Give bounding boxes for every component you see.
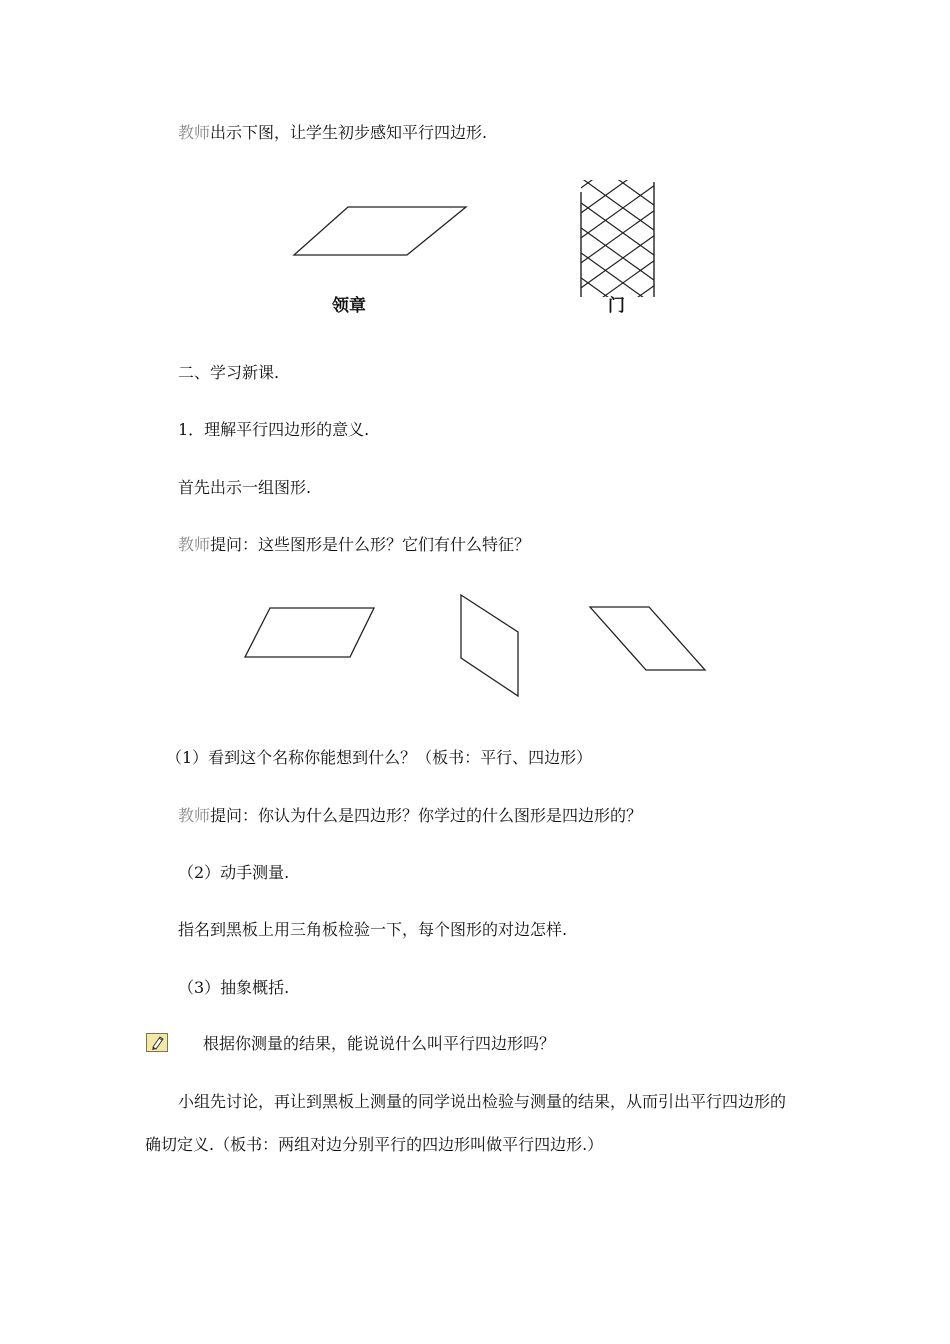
paragraph-definition: 确切定义.（板书：两组对边分别平行的四边形叫做平行四边形.） <box>145 1135 604 1154</box>
item-1: （1）看到这个名称你能想到什么？（板书：平行、四边形） <box>166 748 593 767</box>
pencil-note-icon <box>146 1033 168 1052</box>
parallelogram-2 <box>461 595 518 696</box>
parallelogram-set <box>240 592 720 702</box>
teacher-label: 教师 <box>178 806 211 825</box>
teacher-label: 教师 <box>178 535 211 554</box>
section-heading: 二、学习新课. <box>178 363 280 382</box>
item-3: （3）抽象概括. <box>178 978 290 997</box>
parallelogram-1 <box>245 608 374 657</box>
teacher-label: 教师 <box>178 123 211 142</box>
question-definition: 根据你测量的结果，能说说什么叫平行四边形吗？ <box>203 1034 556 1053</box>
intro-text: 出示下图，让学生初步感知平行四边形. <box>210 123 488 142</box>
door-lattice-figure <box>576 180 662 300</box>
question-text: 提问：这些图形是什么形？它们有什么特征？ <box>210 535 531 554</box>
teacher-question-2 <box>178 805 642 827</box>
paragraph-discussion: 小组先讨论，再让到黑板上测量的同学说出检验与测量的结果，从而引出平行四边形的 <box>178 1092 787 1111</box>
subsection-heading: 1．理解平行四边形的意义. <box>178 420 370 439</box>
badge-parallelogram <box>294 207 466 255</box>
paragraph-check: 指名到黑板上用三角板检验一下，每个图形的对边怎样. <box>178 920 568 939</box>
parallelogram-3 <box>590 607 705 670</box>
question-text: 提问：你认为什么是四边形？你学过的什么图形是四边形的？ <box>210 806 643 825</box>
paragraph-show-shapes: 首先出示一组图形. <box>178 478 312 497</box>
teacher-question-1 <box>178 534 530 556</box>
intro-line <box>178 122 487 144</box>
badge-caption: 领章 <box>332 296 366 316</box>
door-caption: 门 <box>608 296 625 316</box>
item-2: （2）动手测量. <box>178 863 290 882</box>
badge-parallelogram-figure <box>288 198 478 268</box>
